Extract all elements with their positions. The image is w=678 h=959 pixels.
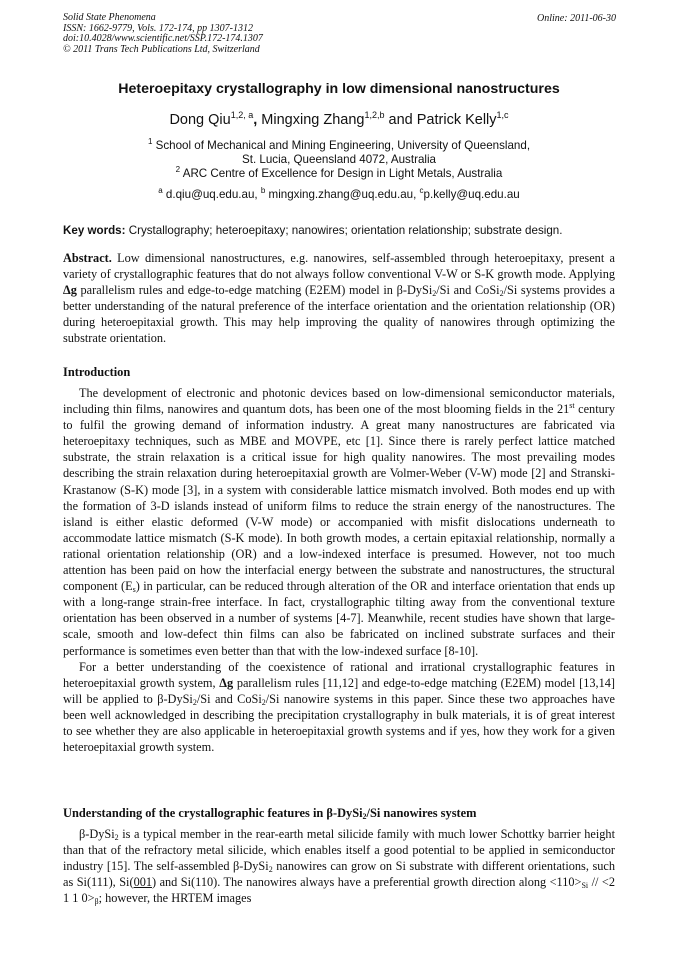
author-superscript: 1,2,b bbox=[364, 110, 385, 120]
paragraph-text: nanowires can grow on Si substrate with different orientations, such as Si(111), Si( bbox=[63, 859, 615, 890]
author-name: and Patrick Kelly bbox=[384, 112, 497, 128]
paper-title: Heteroepitaxy crystallography in low dimensional nanostructures bbox=[118, 81, 560, 97]
abstract-label: Abstract. bbox=[63, 251, 112, 265]
email-superscript: b bbox=[260, 186, 266, 195]
abstract-text: Low dimensional nanostructures, e.g. nanowires, self-assembled through heteroepitaxy, present a variety of crystallographic features that do not always follow conventional V-W or S-K growth mode. Applying bbox=[63, 251, 615, 282]
heading-text: /Si nanowires system bbox=[366, 806, 477, 820]
underlined-index: 001 bbox=[133, 875, 153, 890]
subscript: 2 bbox=[114, 833, 119, 842]
author-superscript: 1,2, a bbox=[230, 110, 254, 120]
paragraph-text: ) and Si(110). The nanowires always have a preferential growth direction along <110> bbox=[152, 875, 582, 890]
subscript: s bbox=[132, 585, 136, 595]
section-2-body bbox=[63, 826, 615, 906]
introduction-body bbox=[63, 385, 615, 755]
subscript: β bbox=[94, 897, 99, 907]
journal-name: Solid State Phenomena bbox=[63, 12, 156, 23]
heading-text: Understanding of the crystallographic features in β-DySi bbox=[63, 806, 363, 820]
author-superscript: 1,c bbox=[496, 110, 509, 120]
email-superscript: a bbox=[158, 186, 163, 195]
paragraph-text: β-DySi bbox=[79, 827, 115, 841]
subscript: 2 bbox=[268, 865, 273, 875]
journal-copyright: © 2011 Trans Tech Publications Ltd, Switzerland bbox=[63, 43, 260, 55]
subscript: 2 bbox=[192, 697, 197, 707]
subscript: 2 bbox=[432, 289, 437, 299]
author-separator: , bbox=[253, 112, 258, 128]
keywords-text: Crystallography; heteroepitaxy; nanowires; orientation relationship; substrate design. bbox=[125, 224, 563, 237]
paragraph-text: /Si and CoSi bbox=[196, 691, 262, 706]
abstract-paragraph bbox=[63, 250, 615, 347]
paragraph-text: ) in particular, can be reduced through alteration of the OR and interface orientation that ends up with a long-range strain-free interface. In fact, crystallographic tilting away from the conventional texture orientation has been observed in a number of systems [4-7]. Meanwhile, recent studies have shown that large-scale, smooth and low-defect thin films can also be fabricated on inclined substrate surfaces and their performance is sometimes even better than that with the low-indexed surface [8-10]. bbox=[63, 579, 615, 658]
introduction-paragraph-2 bbox=[63, 659, 615, 756]
paragraph-text: ; however, the HRTEM images bbox=[98, 891, 252, 906]
affiliation-text: School of Mechanical and Mining Engineering, University of Queensland, bbox=[152, 139, 531, 152]
abstract-text: parallelism rules and edge-to-edge matching (E2EM) model in β-DySi bbox=[76, 283, 433, 298]
abstract-text: /Si and CoSi bbox=[436, 283, 500, 298]
journal-doi: doi:10.4028/www.scientific.net/SSP.172-174.1307 bbox=[63, 33, 263, 44]
paragraph-text: // <2 1 1 0> bbox=[63, 875, 615, 906]
affiliation-superscript: 1 bbox=[147, 137, 153, 146]
paragraph-text: century to fulfil the growing demand of information industry. A great many nanostructures are fabricated via heteroepitaxy techniques, such as MBE and MOVPE, etc [1]. Since there is rarely perfect lattice matched substrate, the strain relaxation is a critical issue for high quality nanowires. The most prevailing modes describing the strain relaxation during heteroepitaxial growth are Volmer-Weber (V-W) mode [2] and Stranski-Krastanow (S-K) mode [3], in a system with considerable lattice mismatch involved. Both modes end up with the formation of 3-D islands instead of uniform films to reduce the strain energy of the nanostructures. The island is either elastic deformed (V-W mode) or accompanied with misfit dislocations underneath to accommodate lattice mismatch (S-K mode). In both growth modes, a certain epitaxial relationship, normally a rational orientation relationship (OR) and a low-indexed interface is presumed. However, not too much attention has been paid on how the interfacial energy between the substrate and nanostructures, the structural component (E bbox=[63, 402, 616, 594]
section-2-heading bbox=[63, 806, 476, 821]
author-name: Mingxing Zhang bbox=[257, 112, 365, 128]
author-emails bbox=[0, 188, 678, 201]
introduction-heading: Introduction bbox=[63, 365, 131, 379]
abstract bbox=[63, 250, 615, 347]
paragraph-text: For a better understanding of the coexistence of rational and irrational crystallographic features in heteroepitaxial growth system, bbox=[63, 659, 615, 690]
paragraph-text: is a typical member in the rear-earth metal silicide family with much lower Schottky barrier height than that of the refractory metal silicide, which enables itself a good potential to be applied in semiconductor industry [15]. The self-assembled β-DySi bbox=[63, 827, 615, 874]
journal-header bbox=[63, 13, 263, 55]
online-date: Online: 2011-06-30 bbox=[537, 13, 616, 24]
paragraph-text: The development of electronic and photonic devices based on low-dimensional semiconductor materials, including thin films, nanowires and quantum dots, has been one of the most blooming fields in the 21 bbox=[63, 386, 615, 417]
email-link[interactable]: mingxing.zhang@uq.edu.au, bbox=[265, 188, 420, 201]
subscript: 2 bbox=[362, 812, 367, 821]
delta-g-symbol: Δg bbox=[63, 283, 77, 298]
journal-issn: ISSN: 1662-9779, Vols. 172-174, pp 1307-1312 bbox=[63, 22, 253, 34]
email-superscript: c bbox=[419, 186, 424, 195]
author-list bbox=[0, 112, 678, 128]
affiliation-2 bbox=[0, 167, 678, 180]
keywords bbox=[63, 224, 562, 237]
subscript: 2 bbox=[499, 289, 504, 299]
affiliation-superscript: 2 bbox=[175, 165, 181, 174]
superscript: st bbox=[569, 401, 575, 411]
keywords-label: Key words: bbox=[63, 224, 126, 237]
delta-g-symbol: Δg bbox=[219, 675, 234, 690]
email-link[interactable]: p.kelly@uq.edu.au bbox=[423, 188, 520, 201]
affiliation-1-line-2: St. Lucia, Queensland 4072, Australia bbox=[241, 153, 436, 166]
author-name: Dong Qiu bbox=[169, 112, 231, 128]
paragraph-text: parallelism rules [11,12] and edge-to-edge matching (E2EM) model [13,14] will be applied to β-DySi bbox=[63, 675, 615, 706]
subscript: Si bbox=[581, 881, 589, 891]
introduction-paragraph-1 bbox=[63, 385, 615, 659]
abstract-text: /Si systems provides a better understanding of the natural preference of the interface orientation and the orientation relationship (OR) during heteroepitaxial growth. This may help improving the quality of nanowires through optimizing the substrate orientation. bbox=[63, 283, 615, 346]
email-link[interactable]: d.qiu@uq.edu.au, bbox=[162, 188, 261, 201]
affiliation-text: ARC Centre of Excellence for Design in Light Metals, Australia bbox=[180, 167, 503, 180]
subscript: 2 bbox=[261, 697, 266, 707]
section-2-paragraph bbox=[63, 826, 615, 906]
affiliation-1 bbox=[0, 139, 678, 152]
paragraph-text: /Si nanowire systems in this paper. Since these two approaches have been well acknowledged in describing the precipitation crystallography in bulk materials, it is of great interest to see whether they are also applicable in heteroepitaxial growth systems and if yes, how they work for a given heteroepitaxial growth system. bbox=[63, 691, 615, 755]
